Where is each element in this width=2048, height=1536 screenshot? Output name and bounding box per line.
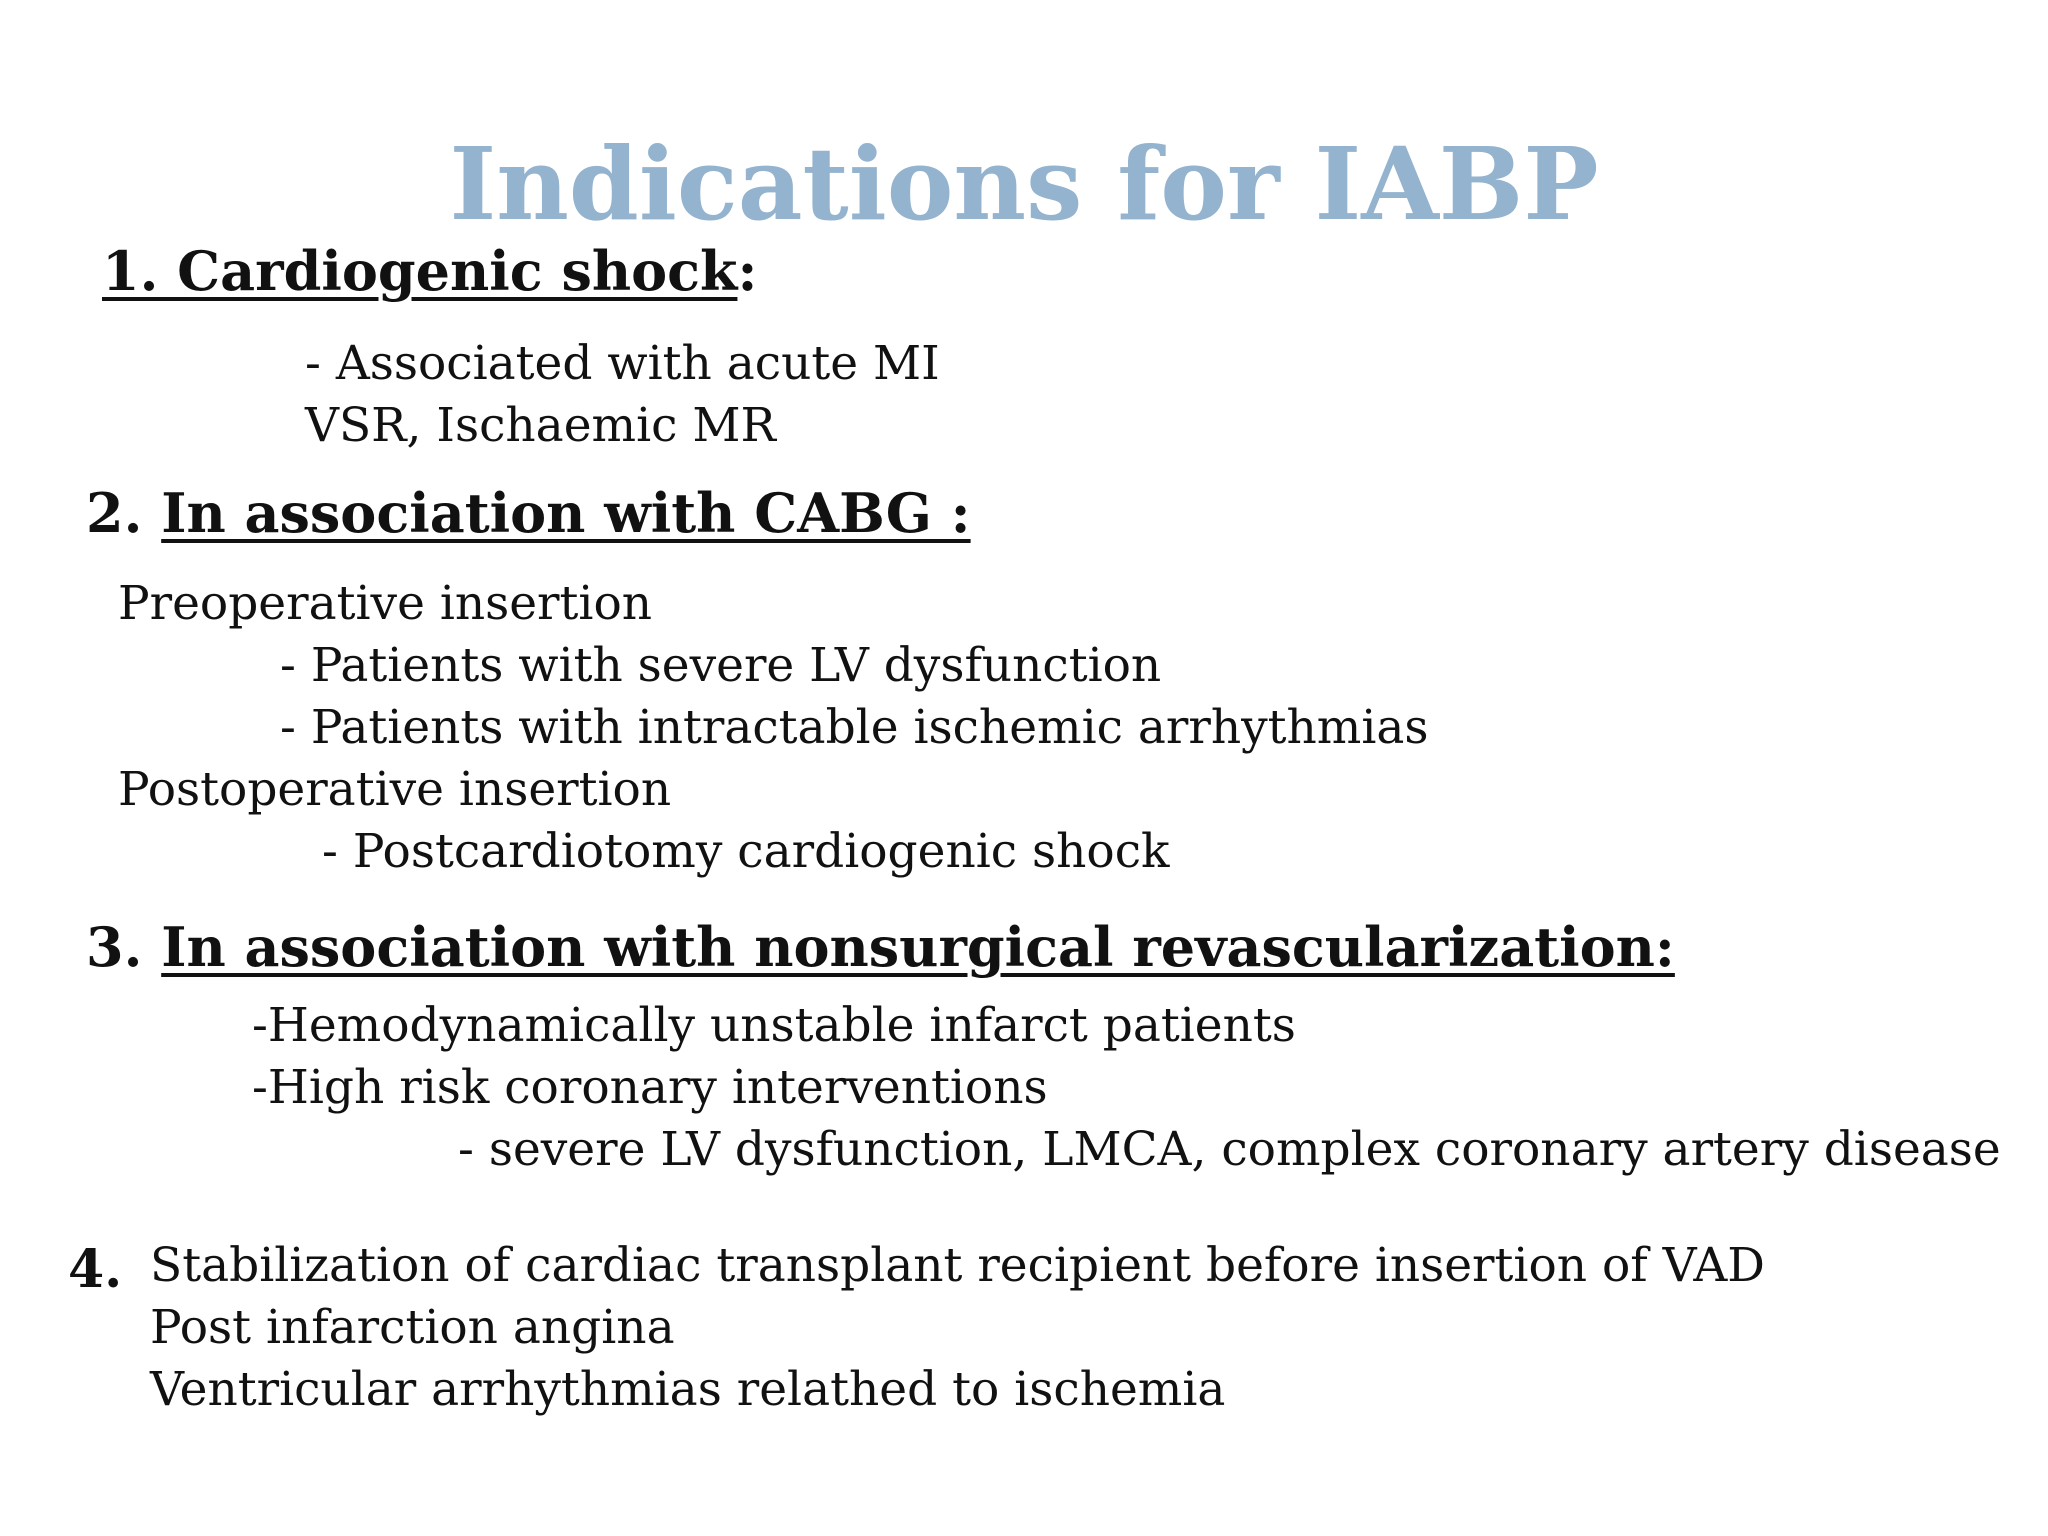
section-1-heading-suffix: : <box>737 239 758 303</box>
section-2-heading-number: 2. <box>86 481 143 545</box>
section-2-line-1: Preoperative insertion <box>118 576 653 631</box>
section-4-line-3: Ventricular arrhythmias relathed to ischemia <box>150 1362 1226 1417</box>
section-3-line-1: -Hemodynamically unstable infarct patients <box>252 998 1296 1053</box>
section-1-heading <box>102 238 757 304</box>
section-2-heading-label: In association with CABG : <box>161 481 971 545</box>
section-4-line-2: Post infarction angina <box>150 1300 675 1355</box>
section-2-line-3: - Patients with intractable ischemic arrhythmias <box>280 700 1429 755</box>
section-2-line-5: - Postcardiotomy cardiogenic shock <box>322 824 1170 879</box>
section-4-number: 4. <box>68 1239 123 1300</box>
section-2-heading <box>86 480 971 546</box>
section-3-heading-label: In association with nonsurgical revascularization: <box>161 915 1675 979</box>
section-1-line-1: - Associated with acute MI <box>305 336 940 391</box>
section-3-line-3: - severe LV dysfunction, LMCA, complex coronary artery disease <box>458 1122 2001 1177</box>
section-1-heading-label: 1. Cardiogenic shock <box>102 239 738 303</box>
slide-title: Indications for IABP <box>449 125 1599 243</box>
section-3-heading-number: 3. <box>86 915 143 979</box>
section-2-line-2: - Patients with severe LV dysfunction <box>280 638 1162 693</box>
section-4-line-1: Stabilization of cardiac transplant recipient before insertion of VAD <box>150 1238 1765 1293</box>
section-3-line-2: -High risk coronary interventions <box>252 1060 1048 1115</box>
section-2-line-4: Postoperative insertion <box>118 762 672 817</box>
section-3-heading <box>86 914 1675 980</box>
section-1-line-2: VSR, Ischaemic MR <box>305 398 776 453</box>
